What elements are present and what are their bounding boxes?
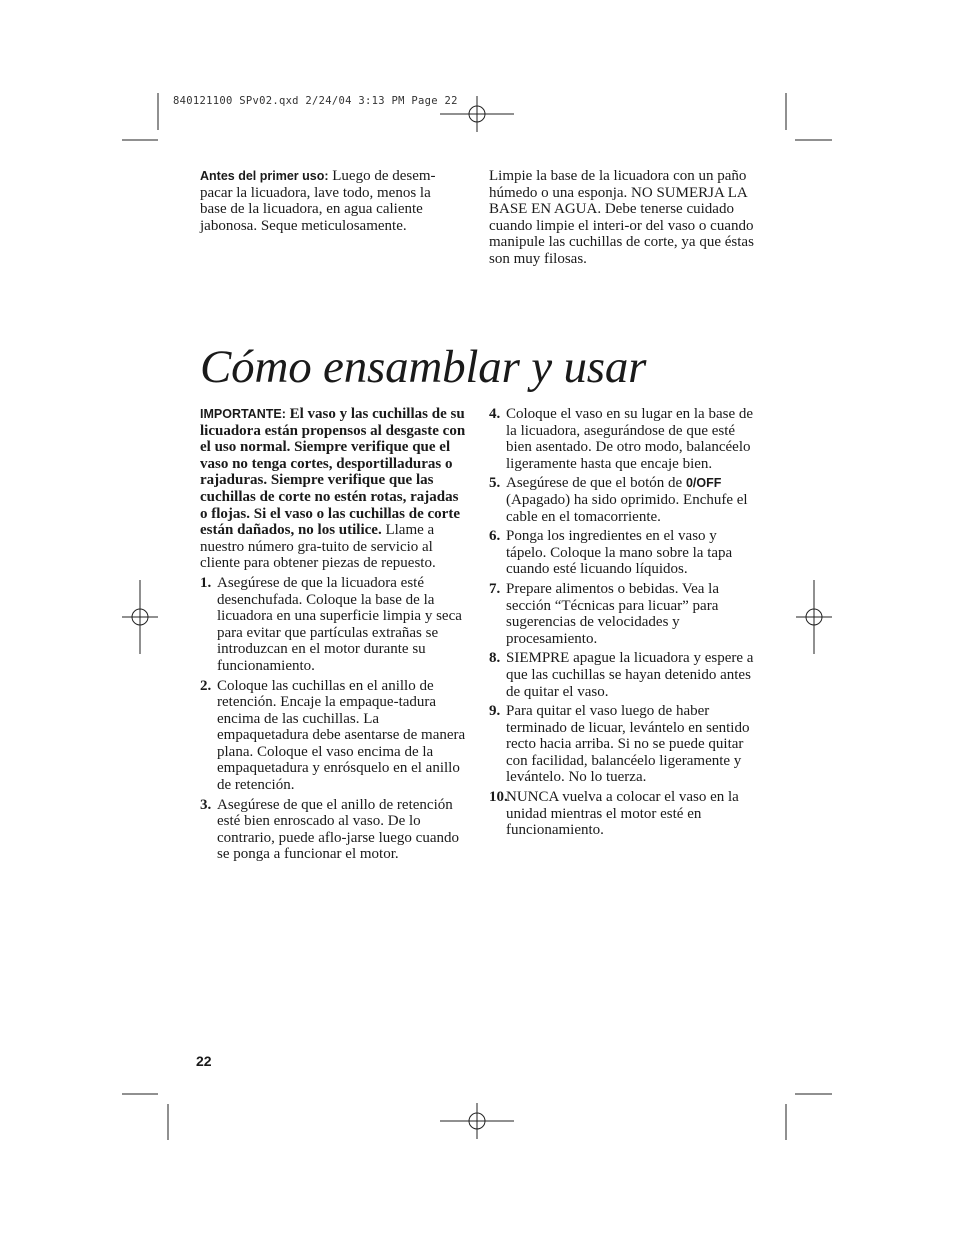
first-use-text: Luego de desem-pacar la licuadora, lave todo, menos la base de la licuadora, en agua caliente jabonosa. Seque meticulosamente.: [200, 168, 436, 234]
step-text: SIEMPRE apague la licuadora y espere a que las cuchillas se hayan detenido antes de quitar el vaso.: [506, 650, 754, 700]
step-number: 5.: [489, 475, 501, 492]
step-text: Coloque el vaso en su lugar en la base de la licuadora, asegurándose de que esté bien asentado. De otro modo, balancéelo ligeramente hasta que encaje bien.: [506, 406, 754, 472]
step-number: 10.: [489, 789, 508, 806]
step-number: 8.: [489, 650, 501, 667]
intro-left-paragraph: [200, 168, 456, 234]
cleaning-text: Limpie la base de la licuadora con un paño húmedo o una esponja. NO SUMERJA LA BASE EN AGUA. Debe tenerse cuidado cuando limpie el interi-or del vaso o cuando manipule las cuchillas de corte, ya que éstas son muy filosas.: [489, 168, 754, 267]
page-number: 22: [196, 1053, 212, 1069]
print-slug-line: 840121100 SPv02.qxd 2/24/04 3:13 PM Page 22: [173, 95, 458, 107]
step-text: Para quitar el vaso luego de haber terminado de licuar, levántelo en sentido recto hacia arriba. Si no se puede quitar con facilidad, balancéelo ligeramente y levántelo. No lo tuerza.: [506, 703, 750, 786]
step-text: NUNCA vuelva a colocar el vaso en la unidad mientras el motor esté en funcionamiento.: [506, 789, 739, 839]
important-warning-text: El vaso y las cuchillas de su licuadora están propensos al desgaste con el uso normal. Siempre verifique que el vaso no tenga cortes, desportilladuras o rajaduras. Siempre verifique que las cuchillas de corte no estén rotas, rajadas o flojas. Si el vaso o las cuchillas de corte están dañados, no los utilice.: [200, 406, 466, 539]
left-column: [200, 406, 468, 866]
step-text: Asegúrese de que la licuadora esté desenchufada. Coloque la base de la licuadora en una superficie limpia y seca para evitar que partículas extrañas se introduzcan en el motor durante su funcionamiento.: [217, 574, 462, 674]
step-text: Asegúrese de que el anillo de retención esté bien enroscado al vaso. De lo contrario, puede aflo-jarse luego cuando se ponga a funcionar el motor.: [217, 796, 459, 863]
list-item: [489, 650, 759, 700]
step-text: Coloque las cuchillas en el anillo de retención. Encaje la empaque-tadura encima de las cuchillas. La empaquetadura debe asentarse de manera plana. Coloque el vaso encima de la empaquetadura y enrósquelo en el anillo de retención.: [217, 677, 466, 794]
step-number: 3.: [200, 796, 212, 813]
important-contact-text: Llame a nuestro número gra-tuito de servicio al cliente para obtener piezas de repuesto.: [200, 522, 436, 572]
section-title: Cómo ensamblar y usar: [200, 341, 647, 393]
important-label: IMPORTANTE:: [200, 407, 286, 421]
important-notice: [200, 406, 468, 572]
intro-right-paragraph: [489, 168, 757, 268]
step-number: 2.: [200, 677, 212, 694]
steps-list-left: [200, 575, 468, 863]
step-number: 4.: [489, 406, 501, 422]
right-column: [489, 406, 759, 842]
off-button-label: 0/OFF: [685, 476, 722, 491]
list-item: [489, 406, 759, 472]
step-text: Prepare alimentos o bebidas. Vea la sección “Técnicas para licuar” para sugerencias de velocidades y procesamiento.: [506, 580, 719, 647]
list-item: [200, 678, 468, 794]
step-text: Ponga los ingredientes en el vaso y tápelo. Coloque la mano sobre la tapa cuando esté licuando líquidos.: [506, 528, 733, 578]
list-item: [489, 581, 759, 647]
list-item: [489, 475, 759, 525]
list-item: [489, 789, 759, 839]
list-item: [200, 797, 468, 863]
list-item: [489, 703, 759, 786]
step-text: (Apagado) ha sido oprimido. Enchufe el cable en el tomacorriente.: [506, 491, 748, 525]
step-number: 1.: [200, 574, 212, 591]
step-text: Asegúrese de que el botón de: [506, 475, 686, 492]
step-number: 7.: [489, 580, 501, 597]
step-number: 6.: [489, 528, 501, 545]
step-number: 9.: [489, 703, 501, 720]
list-item: [200, 575, 468, 675]
list-item: [489, 528, 759, 578]
first-use-label: Antes del primer uso:: [200, 169, 329, 183]
steps-list-right: [489, 406, 759, 839]
